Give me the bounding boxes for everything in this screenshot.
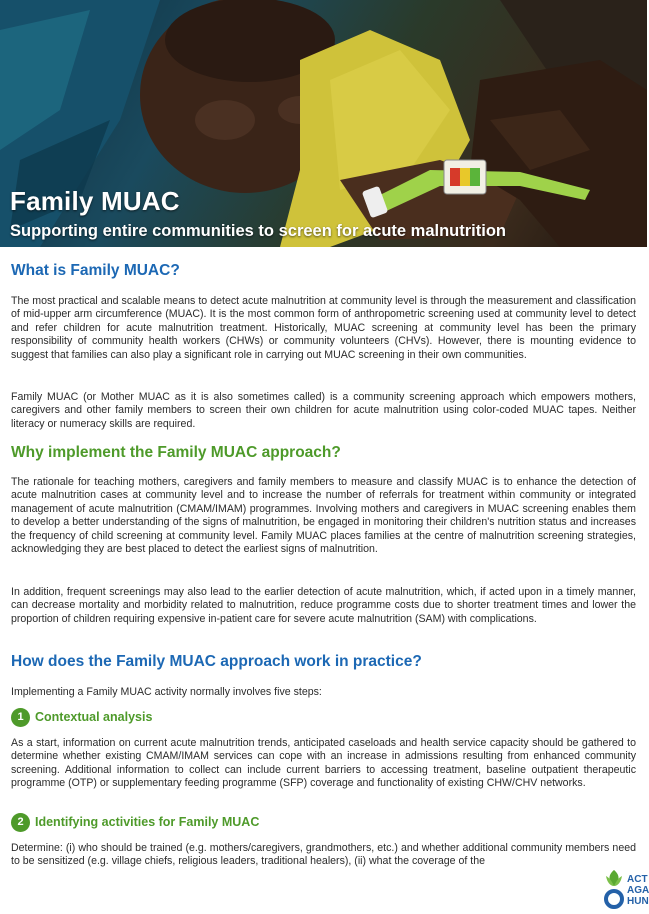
organization-logo bbox=[603, 866, 647, 910]
heading-why-implement: Why implement the Family MUAC approach? bbox=[11, 444, 341, 461]
page-subtitle: Supporting entire communities to screen for acute malnutrition bbox=[10, 222, 506, 240]
page-title: Family MUAC bbox=[10, 186, 180, 216]
heading-what-is: What is Family MUAC? bbox=[11, 262, 180, 279]
step-2-header bbox=[11, 812, 259, 832]
paragraph-why-1: The rationale for teaching mothers, caregivers and family members to measure and classify MUAC is to enhance the detection of acute malnutrition cases at community level and to increase the number of referrals for treatment within community or integrated management of acute malnutrition (CMAM/IMAM) programmes. Involving mothers and caregivers in MUAC screening enables them to develop a better understanding of the signs of malnutrition, be engaged in monitoring their children's nutrition status and increases the frequency of child screening at community level. Family MUAC places families at the centre of malnutrition screening strategies, acknowledging they are best placed to detect the earliest signs of malnutrition. bbox=[11, 476, 636, 556]
paragraph-how-intro: Implementing a Family MUAC activity normally involves five steps: bbox=[11, 686, 322, 698]
heading-how-it-works: How does the Family MUAC approach work in practice? bbox=[11, 653, 422, 670]
logo-text-line-3: HUN bbox=[627, 896, 649, 907]
logo-text-line-1: ACT bbox=[627, 874, 648, 885]
paragraph-why-2: In addition, frequent screenings may also lead to the earlier detection of acute malnutrition, which, if acted upon in a timely manner, can decrease mortality and morbidity related to malnutrition, reduce programme costs due to shorter treatment times and lower the proportion of children requiring expensive in-patient care for severe acute malnutrition (SAM) with complications. bbox=[11, 586, 636, 625]
paragraph-step-1: As a start, information on current acute malnutrition trends, anticipated caseloads and health service capacity should be gathered to determine whether existing CMAM/IMAM services can cope with an increase in admissions resulting from enhanced community screening. Additional information to collect can include current barriers to accessing treatment, baseline outpatient therapeutic programme (OTP) or supplementary feeding programme (SFP) coverage and functionality of existing CHW/CHV networks. bbox=[11, 737, 636, 790]
step-1-header bbox=[11, 707, 152, 727]
paragraph-what-1: The most practical and scalable means to detect acute malnutrition at community level is through the measurement and classification of mid-upper arm circumference (MUAC). It is the most common form of anthropometric screening used at community level to detect and refer children for acute malnutrition treatment. Historically, MUAC screening at community level has been the primary responsibility of community health workers (CHWs) or community volunteers (CHVs). However, there is mounting evidence to suggest that families can also play a significant role in carrying out MUAC screening in their own communities. bbox=[11, 295, 636, 361]
step-title: Identifying activities for Family MUAC bbox=[35, 815, 260, 829]
step-title: Contextual analysis bbox=[35, 710, 153, 724]
logo-mark-icon bbox=[603, 866, 625, 910]
step-number-badge: 1 bbox=[11, 708, 30, 727]
step-number-badge: 2 bbox=[11, 813, 30, 832]
paragraph-step-2: Determine: (i) who should be trained (e.g. mothers/caregivers, grandmothers, etc.) and whether additional community members need to be sensitized (e.g. village chiefs, religious leaders, traditional healers), (ii) what the coverage of the bbox=[11, 842, 636, 868]
logo-text-line-2: AGA bbox=[627, 885, 649, 896]
hero-banner bbox=[0, 0, 647, 247]
paragraph-what-2: Family MUAC (or Mother MUAC as it is also sometimes called) is a community screening approach which empowers mothers, caregivers and other family members to screen their own children for acute malnutrition using color-coded MUAC tapes. Neither literacy or numeracy skills are required. bbox=[11, 391, 636, 430]
